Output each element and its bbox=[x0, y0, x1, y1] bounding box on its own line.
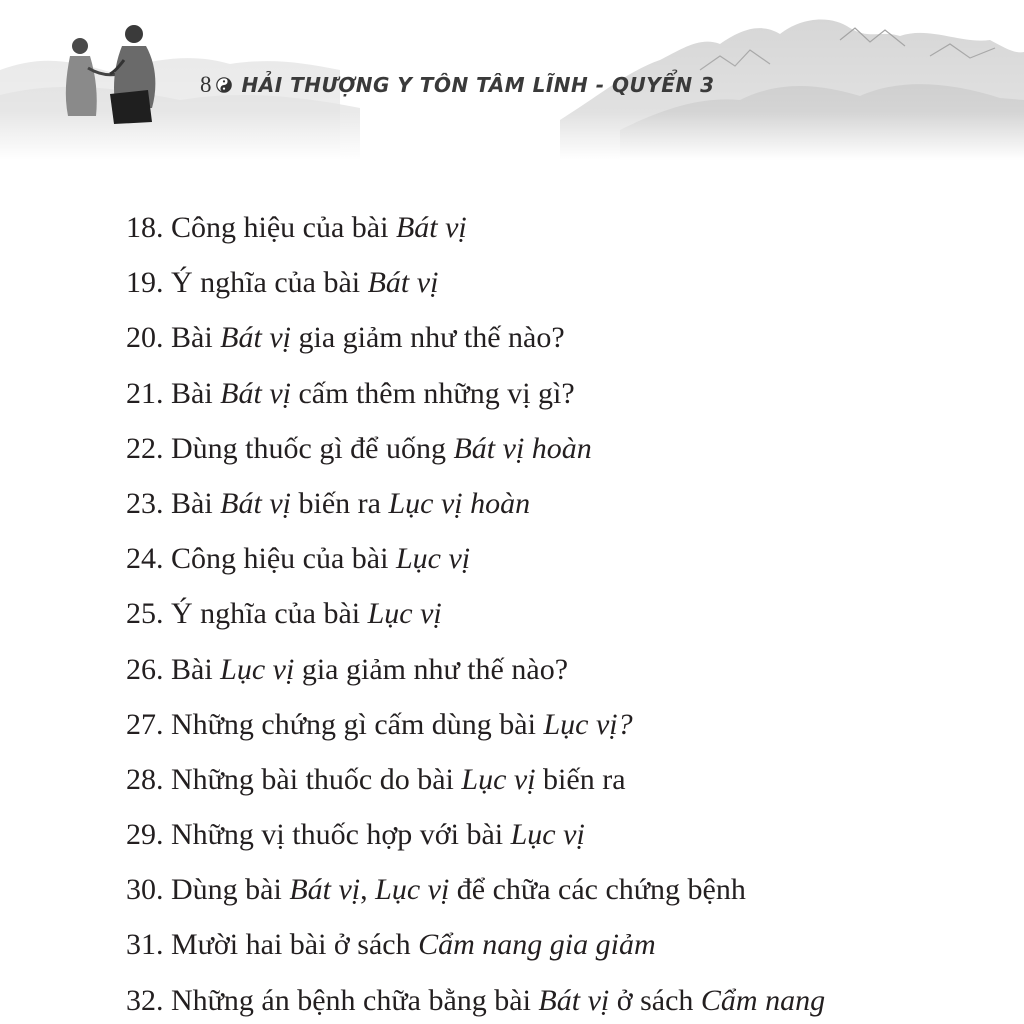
toc-entry-italic-text: Lục vị? bbox=[543, 707, 633, 741]
toc-entry bbox=[126, 807, 825, 862]
toc-entry-text: 27. Những chứng gì cấm dùng bài bbox=[126, 707, 544, 741]
toc-entry bbox=[126, 862, 825, 917]
toc-entry-italic-text: Bát vị bbox=[220, 321, 291, 355]
toc-entry-text: 19. Ý nghĩa của bài bbox=[126, 266, 368, 300]
toc-entry-italic-text: Lục vị bbox=[375, 873, 450, 907]
toc-entry-text: 22. Dùng thuốc gì để uống bbox=[126, 431, 454, 465]
toc-entry-text: ở sách bbox=[609, 983, 701, 1017]
toc-entry-text: 20. Bài bbox=[126, 321, 221, 355]
toc-entry-italic-text: Lục vị bbox=[395, 542, 471, 576]
toc-entry bbox=[126, 200, 825, 255]
toc-entry-text: gia giảm như thế nào? bbox=[290, 321, 565, 355]
toc-entry-text: 31. Mười hai bài ở sách bbox=[126, 928, 419, 962]
toc-entry bbox=[126, 697, 825, 752]
toc-entry-italic-text: Lục vị bbox=[461, 762, 536, 796]
toc-entry-italic-text: Lục vị bbox=[367, 597, 442, 631]
toc-entry bbox=[126, 310, 825, 365]
toc-entry-text: gia giảm như thế nào? bbox=[294, 652, 569, 686]
toc-entry-text: biến ra bbox=[535, 762, 626, 796]
toc-entry-italic-text: Cẩm nang gia giảm bbox=[418, 928, 656, 962]
toc-entry-italic-text: Bát vị bbox=[220, 486, 291, 520]
table-of-contents bbox=[126, 200, 825, 1024]
toc-entry-text: 32. Những án bệnh chữa bằng bài bbox=[126, 983, 539, 1017]
toc-entry bbox=[126, 255, 825, 310]
toc-entry-text: 23. Bài bbox=[126, 486, 221, 520]
toc-entry bbox=[126, 586, 825, 641]
toc-entry-italic-text: Bát vị bbox=[538, 983, 610, 1017]
toc-entry-text: , bbox=[360, 873, 376, 907]
toc-entry bbox=[126, 421, 825, 476]
toc-entry-text: 29. Những vị thuốc hợp với bài bbox=[126, 818, 511, 852]
yin-yang-icon bbox=[216, 77, 232, 93]
toc-entry-text: cấm thêm những vị gì? bbox=[290, 376, 575, 410]
toc-entry-text: biến ra bbox=[290, 486, 389, 520]
page-number: 8 bbox=[200, 72, 212, 97]
toc-entry-italic-text: Bát vị bbox=[289, 873, 361, 907]
toc-entry-text: 18. Công hiệu của bài bbox=[126, 211, 396, 244]
toc-entry-italic-text: Bát vị bbox=[220, 376, 291, 410]
two-scholars-illustration bbox=[52, 16, 172, 128]
toc-entry-text: 28. Những bài thuốc do bài bbox=[126, 762, 462, 796]
running-header bbox=[200, 68, 714, 102]
toc-entry bbox=[126, 642, 825, 697]
toc-entry-italic-text: Lục vị bbox=[220, 652, 295, 686]
toc-entry-italic-text: Lục vị bbox=[510, 818, 585, 852]
book-title: HẢI THƯỢNG Y TÔN TÂM LĨNH - QUYỂN 3 bbox=[241, 73, 715, 97]
toc-entry-text: 26. Bài bbox=[126, 652, 221, 686]
page-header bbox=[0, 0, 1024, 160]
toc-entry-text: 21. Bài bbox=[126, 376, 221, 410]
toc-entry bbox=[126, 917, 825, 972]
toc-entry-text: 24. Công hiệu của bài bbox=[126, 542, 396, 576]
toc-entry-italic-text: Lục vị hoàn bbox=[388, 486, 531, 520]
toc-entry-text: 30. Dùng bài bbox=[126, 873, 290, 907]
toc-entry-text: để chữa các chứng bệnh bbox=[449, 873, 746, 907]
toc-entry-italic-text: Bát vị hoàn bbox=[453, 431, 592, 465]
toc-entry-italic-text: Bát vị bbox=[395, 211, 467, 244]
toc-entry bbox=[126, 366, 825, 421]
toc-entry bbox=[126, 752, 825, 807]
toc-entry bbox=[126, 531, 825, 586]
toc-entry-italic-text: Cẩm nang bbox=[700, 983, 826, 1017]
toc-entry-italic-text: Bát vị bbox=[367, 266, 439, 300]
toc-entry bbox=[126, 476, 825, 531]
toc-entry-text: 25. Ý nghĩa của bài bbox=[126, 597, 368, 631]
toc-entry bbox=[126, 973, 825, 1024]
